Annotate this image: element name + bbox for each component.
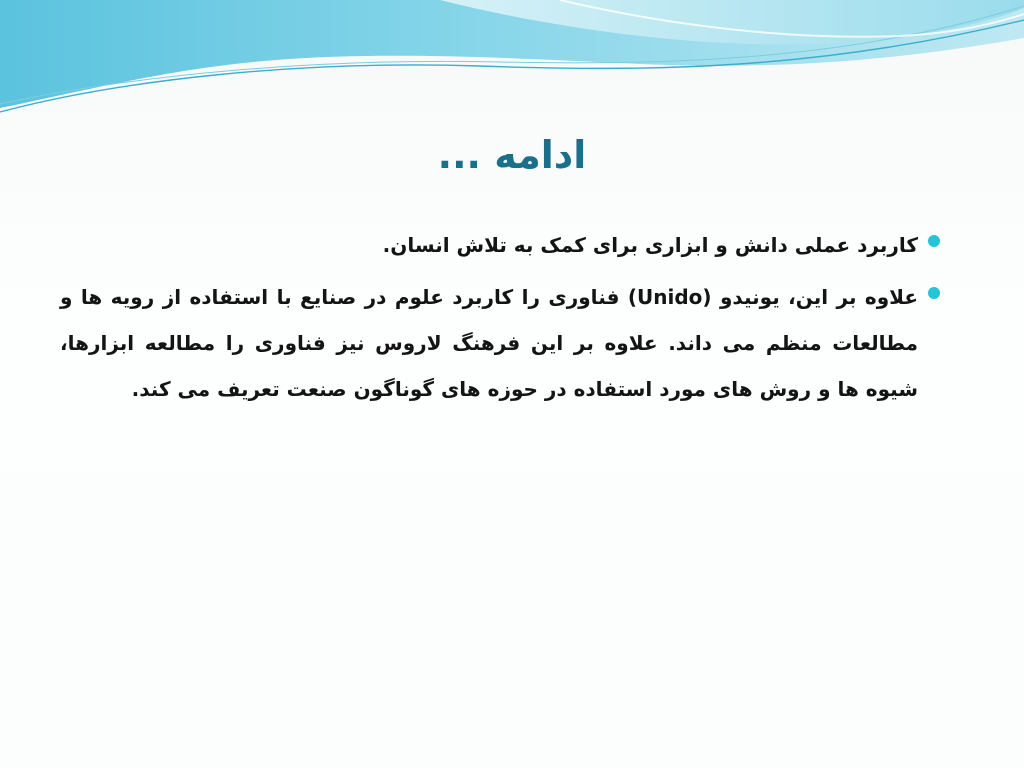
bullet-item <box>60 274 940 412</box>
slide-title: ادامه ... <box>437 133 587 177</box>
bullet-text: علاوه بر این، یونیدو (Unido) فناوری را کاربرد علوم در صنایع با استفاده از رویه ها و مطالعات منظم می داند. علاوه بر این فرهنگ لاروس نیز فناوری را مطالعه ابزارها، شیوه ها و روش های مورد استفاده در حوزه های گوناگون صنعت تعریف می کند. <box>60 285 918 401</box>
bullet-dot-icon <box>928 287 940 299</box>
bullet-list <box>60 222 940 418</box>
bullet-item <box>60 222 940 268</box>
bullet-dot-icon <box>928 235 940 247</box>
bullet-text: کاربرد عملی دانش و ابزاری برای کمک به تلاش انسان. <box>382 233 918 257</box>
top-wave-decoration <box>0 0 1024 125</box>
